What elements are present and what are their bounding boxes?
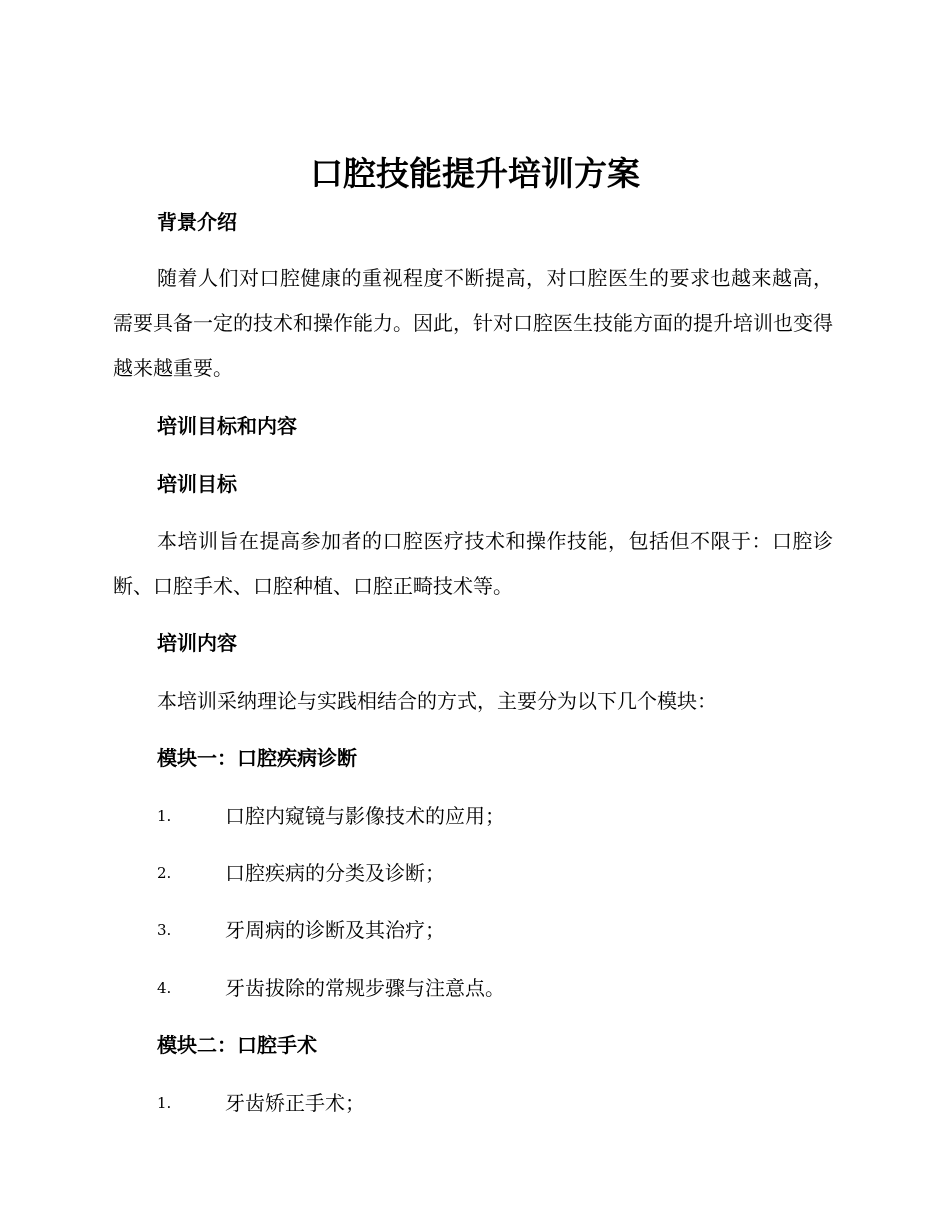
list-item: [157, 973, 837, 1003]
list-item: [157, 858, 837, 888]
list-number: 2.: [157, 864, 172, 882]
section-heading-goals-and-content: 培训目标和内容: [157, 414, 297, 438]
list-number: 4.: [157, 979, 172, 997]
list-text: 牙周病的诊断及其治疗；: [225, 918, 445, 942]
list-text: 口腔疾病的分类及诊断；: [225, 861, 445, 885]
list-text: 牙齿拔除的常规步骤与注意点。: [225, 976, 505, 1000]
module2-heading: 模块二：口腔手术: [157, 1033, 317, 1057]
module1-heading: 模块一：口腔疾病诊断: [157, 746, 357, 770]
list-text: 口腔内窥镜与影像技术的应用；: [225, 804, 505, 828]
list-item: [157, 1088, 837, 1118]
goals-paragraph: 本培训旨在提高参加者的口腔医疗技术和操作技能，包括但不限于：口腔诊断、口腔手术、口腔种植、口腔正畸技术等。: [113, 529, 833, 598]
list-item: [157, 801, 837, 831]
document-title: 口腔技能提升培训方案: [310, 154, 640, 193]
section-heading-content: 培训内容: [157, 631, 237, 655]
list-number: 3.: [157, 921, 172, 939]
background-paragraph: 随着人们对口腔健康的重视程度不断提高，对口腔医生的要求也越来越高，需要具备一定的技术和操作能力。因此，针对口腔医生技能方面的提升培训也变得越来越重要。: [113, 266, 833, 380]
list-number: 1.: [157, 1094, 172, 1112]
list-item: [157, 915, 837, 945]
section-heading-goals: 培训目标: [157, 472, 237, 496]
section-heading-background: 背景介绍: [157, 210, 237, 234]
list-number: 1.: [157, 807, 172, 825]
content-paragraph: 本培训采纳理论与实践相结合的方式，主要分为以下几个模块：: [157, 689, 717, 713]
list-text: 牙齿矫正手术；: [225, 1091, 365, 1115]
